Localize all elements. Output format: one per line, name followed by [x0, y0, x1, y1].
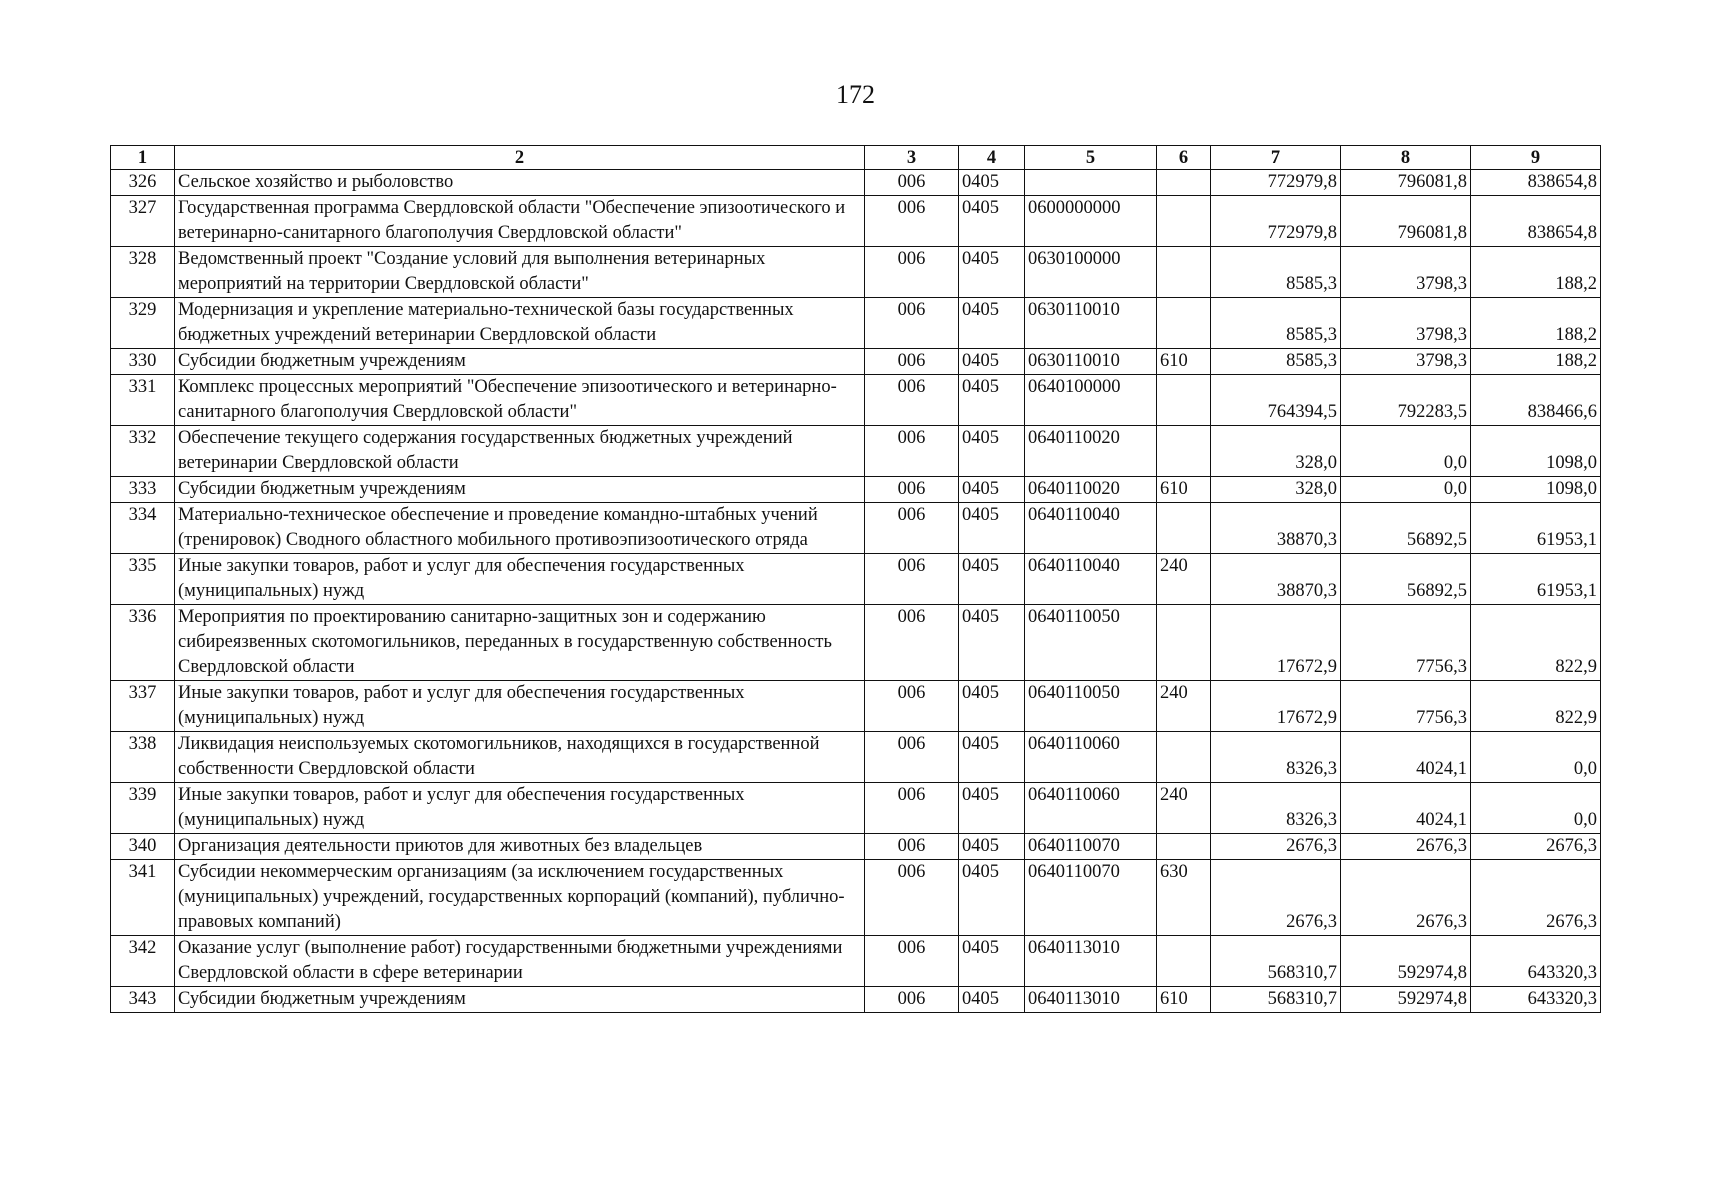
target-article-code: 0640110060	[1025, 783, 1157, 834]
row-number: 341	[111, 860, 175, 936]
amount-col-8: 4024,1	[1341, 783, 1471, 834]
row-name: Ликвидация неиспользуемых скотомогильников, находящихся в государственной собственности Свердловской области	[175, 732, 865, 783]
table-row	[111, 298, 1601, 349]
col-header-3: 3	[865, 146, 959, 170]
row-number: 335	[111, 554, 175, 605]
amount-col-7: 8326,3	[1211, 783, 1341, 834]
amount-col-8: 7756,3	[1341, 605, 1471, 681]
amount-col-9: 0,0	[1471, 783, 1601, 834]
amount-col-7: 8585,3	[1211, 298, 1341, 349]
amount-col-9: 61953,1	[1471, 554, 1601, 605]
section-code: 0405	[959, 783, 1025, 834]
ministry-code: 006	[865, 936, 959, 987]
amount-col-7: 772979,8	[1211, 170, 1341, 196]
section-code: 0405	[959, 605, 1025, 681]
ministry-code: 006	[865, 426, 959, 477]
ministry-code: 006	[865, 349, 959, 375]
section-code: 0405	[959, 936, 1025, 987]
row-number: 327	[111, 196, 175, 247]
amount-col-8: 0,0	[1341, 426, 1471, 477]
section-code: 0405	[959, 834, 1025, 860]
row-name: Мероприятия по проектированию санитарно-защитных зон и содержанию сибиреязвенных скотомогильников, переданных в государственную собственность Свердловской области	[175, 605, 865, 681]
row-number: 336	[111, 605, 175, 681]
amount-col-7: 764394,5	[1211, 375, 1341, 426]
table-row	[111, 477, 1601, 503]
row-number: 330	[111, 349, 175, 375]
target-article-code: 0640110040	[1025, 554, 1157, 605]
amount-col-8: 796081,8	[1341, 196, 1471, 247]
amount-col-8: 4024,1	[1341, 732, 1471, 783]
target-article-code: 0640110050	[1025, 681, 1157, 732]
expense-type-code	[1157, 170, 1211, 196]
row-name: Субсидии некоммерческим организациям (за исключением государственных (муниципальных) учреждений, государственных корпораций (компаний), публично-правовых компаний)	[175, 860, 865, 936]
table-row	[111, 247, 1601, 298]
expense-type-code: 240	[1157, 681, 1211, 732]
expense-type-code	[1157, 247, 1211, 298]
expense-type-code: 610	[1157, 477, 1211, 503]
amount-col-9: 838654,8	[1471, 170, 1601, 196]
expense-type-code: 630	[1157, 860, 1211, 936]
ministry-code: 006	[865, 196, 959, 247]
col-header-6: 6	[1157, 146, 1211, 170]
row-number: 342	[111, 936, 175, 987]
row-number: 343	[111, 987, 175, 1013]
expense-type-code: 240	[1157, 783, 1211, 834]
expense-type-code	[1157, 375, 1211, 426]
table-row	[111, 681, 1601, 732]
amount-col-9: 2676,3	[1471, 860, 1601, 936]
expense-type-code	[1157, 936, 1211, 987]
section-code: 0405	[959, 477, 1025, 503]
amount-col-7: 17672,9	[1211, 681, 1341, 732]
target-article-code: 0640113010	[1025, 936, 1157, 987]
ministry-code: 006	[865, 375, 959, 426]
col-header-5: 5	[1025, 146, 1157, 170]
table-row	[111, 783, 1601, 834]
amount-col-8: 3798,3	[1341, 247, 1471, 298]
target-article-code: 0630110010	[1025, 349, 1157, 375]
budget-table	[110, 145, 1601, 1013]
amount-col-9: 822,9	[1471, 605, 1601, 681]
row-name: Субсидии бюджетным учреждениям	[175, 349, 865, 375]
table-row	[111, 503, 1601, 554]
amount-col-9: 1098,0	[1471, 477, 1601, 503]
ministry-code: 006	[865, 681, 959, 732]
amount-col-8: 796081,8	[1341, 170, 1471, 196]
ministry-code: 006	[865, 477, 959, 503]
amount-col-8: 0,0	[1341, 477, 1471, 503]
amount-col-8: 56892,5	[1341, 503, 1471, 554]
table-row	[111, 834, 1601, 860]
row-number: 332	[111, 426, 175, 477]
section-code: 0405	[959, 247, 1025, 298]
amount-col-9: 61953,1	[1471, 503, 1601, 554]
target-article-code: 0630100000	[1025, 247, 1157, 298]
row-name: Модернизация и укрепление материально-технической базы государственных бюджетных учреждений ветеринарии Свердловской области	[175, 298, 865, 349]
expense-type-code	[1157, 834, 1211, 860]
header-row	[111, 146, 1601, 170]
row-name: Организация деятельности приютов для животных без владельцев	[175, 834, 865, 860]
amount-col-9: 643320,3	[1471, 936, 1601, 987]
row-name: Государственная программа Свердловской области "Обеспечение эпизоотического и ветеринарно-санитарного благополучия Свердловской области"	[175, 196, 865, 247]
amount-col-8: 592974,8	[1341, 936, 1471, 987]
amount-col-8: 792283,5	[1341, 375, 1471, 426]
ministry-code: 006	[865, 783, 959, 834]
section-code: 0405	[959, 375, 1025, 426]
row-number: 339	[111, 783, 175, 834]
row-number: 337	[111, 681, 175, 732]
ministry-code: 006	[865, 732, 959, 783]
col-header-9: 9	[1471, 146, 1601, 170]
row-name: Оказание услуг (выполнение работ) государственными бюджетными учреждениями Свердловской области в сфере ветеринарии	[175, 936, 865, 987]
section-code: 0405	[959, 681, 1025, 732]
section-code: 0405	[959, 426, 1025, 477]
table-row	[111, 605, 1601, 681]
ministry-code: 006	[865, 834, 959, 860]
page-number: 172	[836, 80, 875, 109]
target-article-code: 0640110070	[1025, 860, 1157, 936]
table-row	[111, 554, 1601, 605]
row-number: 328	[111, 247, 175, 298]
target-article-code: 0640110050	[1025, 605, 1157, 681]
amount-col-9: 643320,3	[1471, 987, 1601, 1013]
amount-col-7: 8585,3	[1211, 247, 1341, 298]
amount-col-7: 8585,3	[1211, 349, 1341, 375]
amount-col-8: 3798,3	[1341, 349, 1471, 375]
expense-type-code	[1157, 196, 1211, 247]
table-row	[111, 349, 1601, 375]
ministry-code: 006	[865, 298, 959, 349]
amount-col-7: 328,0	[1211, 477, 1341, 503]
ministry-code: 006	[865, 987, 959, 1013]
ministry-code: 006	[865, 605, 959, 681]
amount-col-9: 188,2	[1471, 247, 1601, 298]
row-number: 326	[111, 170, 175, 196]
section-code: 0405	[959, 860, 1025, 936]
amount-col-7: 328,0	[1211, 426, 1341, 477]
col-header-1: 1	[111, 146, 175, 170]
row-number: 331	[111, 375, 175, 426]
row-name: Сельское хозяйство и рыболовство	[175, 170, 865, 196]
section-code: 0405	[959, 170, 1025, 196]
amount-col-8: 2676,3	[1341, 834, 1471, 860]
row-number: 340	[111, 834, 175, 860]
amount-col-8: 3798,3	[1341, 298, 1471, 349]
amount-col-7: 17672,9	[1211, 605, 1341, 681]
expense-type-code	[1157, 298, 1211, 349]
target-article-code: 0640110020	[1025, 426, 1157, 477]
table-row	[111, 426, 1601, 477]
section-code: 0405	[959, 554, 1025, 605]
col-header-7: 7	[1211, 146, 1341, 170]
section-code: 0405	[959, 349, 1025, 375]
row-name: Ведомственный проект "Создание условий для выполнения ветеринарных мероприятий на территории Свердловской области"	[175, 247, 865, 298]
table-row	[111, 732, 1601, 783]
ministry-code: 006	[865, 170, 959, 196]
col-header-4: 4	[959, 146, 1025, 170]
row-number: 333	[111, 477, 175, 503]
amount-col-8: 56892,5	[1341, 554, 1471, 605]
amount-col-7: 2676,3	[1211, 860, 1341, 936]
target-article-code: 0640113010	[1025, 987, 1157, 1013]
target-article-code: 0640110070	[1025, 834, 1157, 860]
expense-type-code	[1157, 605, 1211, 681]
row-name: Субсидии бюджетным учреждениям	[175, 477, 865, 503]
col-header-8: 8	[1341, 146, 1471, 170]
ministry-code: 006	[865, 247, 959, 298]
section-code: 0405	[959, 732, 1025, 783]
ministry-code: 006	[865, 503, 959, 554]
table-row	[111, 196, 1601, 247]
table-row	[111, 375, 1601, 426]
amount-col-7: 38870,3	[1211, 554, 1341, 605]
amount-col-9: 838654,8	[1471, 196, 1601, 247]
section-code: 0405	[959, 196, 1025, 247]
expense-type-code: 610	[1157, 349, 1211, 375]
amount-col-7: 38870,3	[1211, 503, 1341, 554]
section-code: 0405	[959, 987, 1025, 1013]
amount-col-7: 772979,8	[1211, 196, 1341, 247]
table-row	[111, 170, 1601, 196]
target-article-code: 0600000000	[1025, 196, 1157, 247]
row-name: Материально-техническое обеспечение и проведение командно-штабных учений (тренировок) Сводного областного мобильного противоэпизоотического отряда	[175, 503, 865, 554]
amount-col-7: 568310,7	[1211, 987, 1341, 1013]
ministry-code: 006	[865, 860, 959, 936]
amount-col-9: 2676,3	[1471, 834, 1601, 860]
amount-col-7: 8326,3	[1211, 732, 1341, 783]
target-article-code: 0640100000	[1025, 375, 1157, 426]
amount-col-8: 7756,3	[1341, 681, 1471, 732]
section-code: 0405	[959, 298, 1025, 349]
row-number: 329	[111, 298, 175, 349]
target-article-code: 0640110040	[1025, 503, 1157, 554]
table-row	[111, 936, 1601, 987]
amount-col-8: 2676,3	[1341, 860, 1471, 936]
amount-col-9: 188,2	[1471, 298, 1601, 349]
ministry-code: 006	[865, 554, 959, 605]
amount-col-7: 2676,3	[1211, 834, 1341, 860]
amount-col-8: 592974,8	[1341, 987, 1471, 1013]
target-article-code: 0630110010	[1025, 298, 1157, 349]
section-code: 0405	[959, 503, 1025, 554]
row-name: Комплекс процессных мероприятий "Обеспечение эпизоотического и ветеринарно-санитарного благополучия Свердловской области"	[175, 375, 865, 426]
amount-col-9: 822,9	[1471, 681, 1601, 732]
target-article-code: 0640110060	[1025, 732, 1157, 783]
row-name: Иные закупки товаров, работ и услуг для обеспечения государственных (муниципальных) нужд	[175, 783, 865, 834]
target-article-code: 0640110020	[1025, 477, 1157, 503]
amount-col-9: 838466,6	[1471, 375, 1601, 426]
col-header-2: 2	[175, 146, 865, 170]
amount-col-9: 0,0	[1471, 732, 1601, 783]
amount-col-9: 188,2	[1471, 349, 1601, 375]
expense-type-code	[1157, 503, 1211, 554]
expense-type-code	[1157, 426, 1211, 477]
table-row	[111, 860, 1601, 936]
row-name: Обеспечение текущего содержания государственных бюджетных учреждений ветеринарии Свердловской области	[175, 426, 865, 477]
expense-type-code: 610	[1157, 987, 1211, 1013]
row-name: Иные закупки товаров, работ и услуг для обеспечения государственных (муниципальных) нужд	[175, 554, 865, 605]
target-article-code	[1025, 170, 1157, 196]
table-row	[111, 987, 1601, 1013]
row-name: Субсидии бюджетным учреждениям	[175, 987, 865, 1013]
amount-col-7: 568310,7	[1211, 936, 1341, 987]
amount-col-9: 1098,0	[1471, 426, 1601, 477]
row-number: 334	[111, 503, 175, 554]
row-number: 338	[111, 732, 175, 783]
row-name: Иные закупки товаров, работ и услуг для обеспечения государственных (муниципальных) нужд	[175, 681, 865, 732]
expense-type-code: 240	[1157, 554, 1211, 605]
expense-type-code	[1157, 732, 1211, 783]
